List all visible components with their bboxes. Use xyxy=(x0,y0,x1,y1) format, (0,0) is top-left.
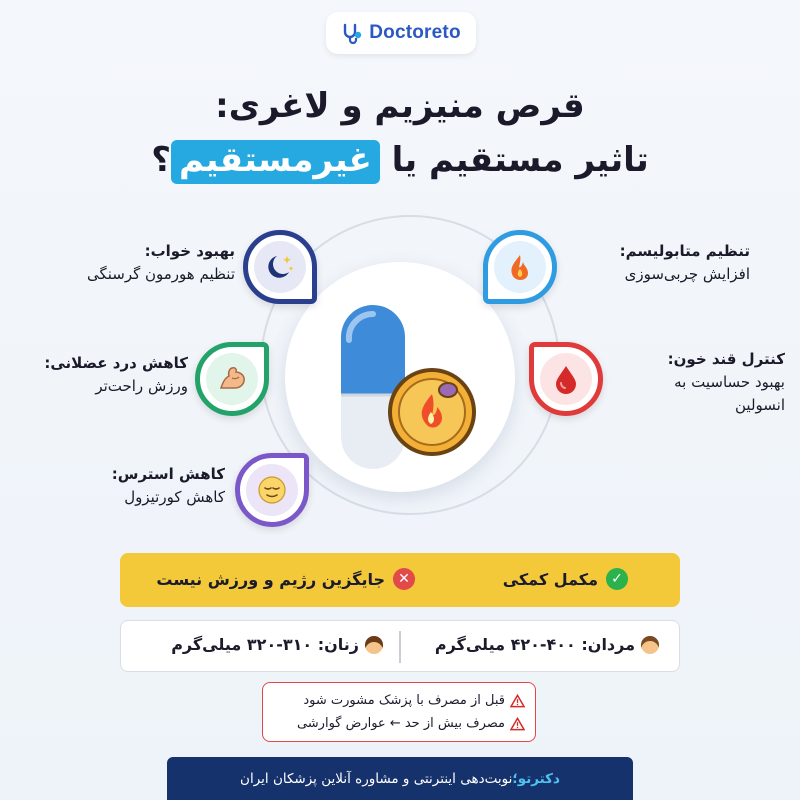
title-highlight: غیرمستقیم xyxy=(171,140,380,184)
pro-item xyxy=(503,568,628,590)
sleep-bubble xyxy=(243,230,317,304)
dosage-divider xyxy=(399,631,401,663)
stress-heading: کاهش استرس: xyxy=(111,465,225,483)
blood-drop-icon xyxy=(553,364,579,394)
warning-text: مصرف بیش از حد ← عوارض گوارشی xyxy=(296,716,505,731)
capsule-illustration xyxy=(285,262,515,492)
sleep-label xyxy=(55,240,235,286)
man-icon xyxy=(641,636,659,654)
title-suffix: ؟ xyxy=(151,140,171,180)
footer-text: نوبت‌دهی اینترنتی و مشاوره آنلاین پزشکان ایران xyxy=(240,770,513,787)
fat-cell-icon xyxy=(390,370,474,454)
relieved-face-icon xyxy=(257,475,287,505)
metabolism-bubble xyxy=(483,230,557,304)
title-prefix: تاثیر مستقیم یا xyxy=(379,140,649,180)
warning-item xyxy=(273,689,525,712)
center-disc xyxy=(285,262,515,492)
sleep-sub: تنظیم هورمون گرسنگی xyxy=(86,265,235,283)
dose-women xyxy=(171,635,383,654)
con-item xyxy=(156,568,415,590)
footer-banner[interactable] xyxy=(167,757,633,800)
stress-bubble xyxy=(235,453,309,527)
blood-sugar-bubble xyxy=(529,342,603,416)
dosage-box xyxy=(120,620,680,672)
metabolism-label xyxy=(570,240,750,286)
blood-sugar-label xyxy=(615,348,785,417)
page-title-line2 xyxy=(0,140,800,180)
stress-label xyxy=(45,463,225,509)
check-icon: ✓ xyxy=(606,568,628,590)
warning-icon xyxy=(510,694,525,708)
muscle-label xyxy=(8,352,188,398)
stethoscope-icon xyxy=(341,22,363,44)
metabolism-heading: تنظیم متابولیسم: xyxy=(619,242,750,260)
blood-sugar-heading: کنترل قند خون: xyxy=(667,350,785,368)
muscle-heading: کاهش درد عضلانی: xyxy=(44,354,188,372)
sleep-heading: بهبود خواب: xyxy=(144,242,235,260)
dose-men xyxy=(435,635,659,654)
woman-icon xyxy=(365,636,383,654)
moon-stars-icon xyxy=(264,251,296,283)
metabolism-sub: افزایش چربی‌سوزی xyxy=(624,265,750,283)
dose-men-text: مردان: ۴۰۰-۴۲۰ میلی‌گرم xyxy=(434,635,635,654)
con-text: جایگزین رژیم و ورزش نیست xyxy=(156,569,385,589)
muscle-bubble xyxy=(195,342,269,416)
page-title-line1: قرص منیزیم و لاغری: xyxy=(215,86,585,126)
warning-box xyxy=(262,682,536,742)
blood-sugar-sub2: انسولین xyxy=(735,396,785,414)
blood-sugar-sub1: بهبود حساسیت به xyxy=(674,373,785,391)
warning-icon xyxy=(510,717,525,731)
warning-item xyxy=(273,712,525,735)
muscle-sub: ورزش راحت‌تر xyxy=(95,377,188,395)
pro-text: مکمل کمکی xyxy=(502,569,598,589)
stress-sub: کاهش کورتیزول xyxy=(124,488,225,506)
warning-text: قبل از مصرف با پزشک مشورت شود xyxy=(303,693,505,708)
dose-women-text: زنان: ۳۱۰-۳۲۰ میلی‌گرم xyxy=(171,635,359,654)
cross-icon: ✕ xyxy=(393,568,415,590)
capsule-icon xyxy=(341,305,405,469)
footer-brand: دکترتو؛ xyxy=(512,770,560,787)
flexed-arm-icon xyxy=(216,364,248,394)
fire-icon xyxy=(505,252,535,282)
brand-logo[interactable] xyxy=(326,12,476,54)
summary-bar xyxy=(120,553,680,607)
brand-name: Doctoreto xyxy=(369,22,461,43)
